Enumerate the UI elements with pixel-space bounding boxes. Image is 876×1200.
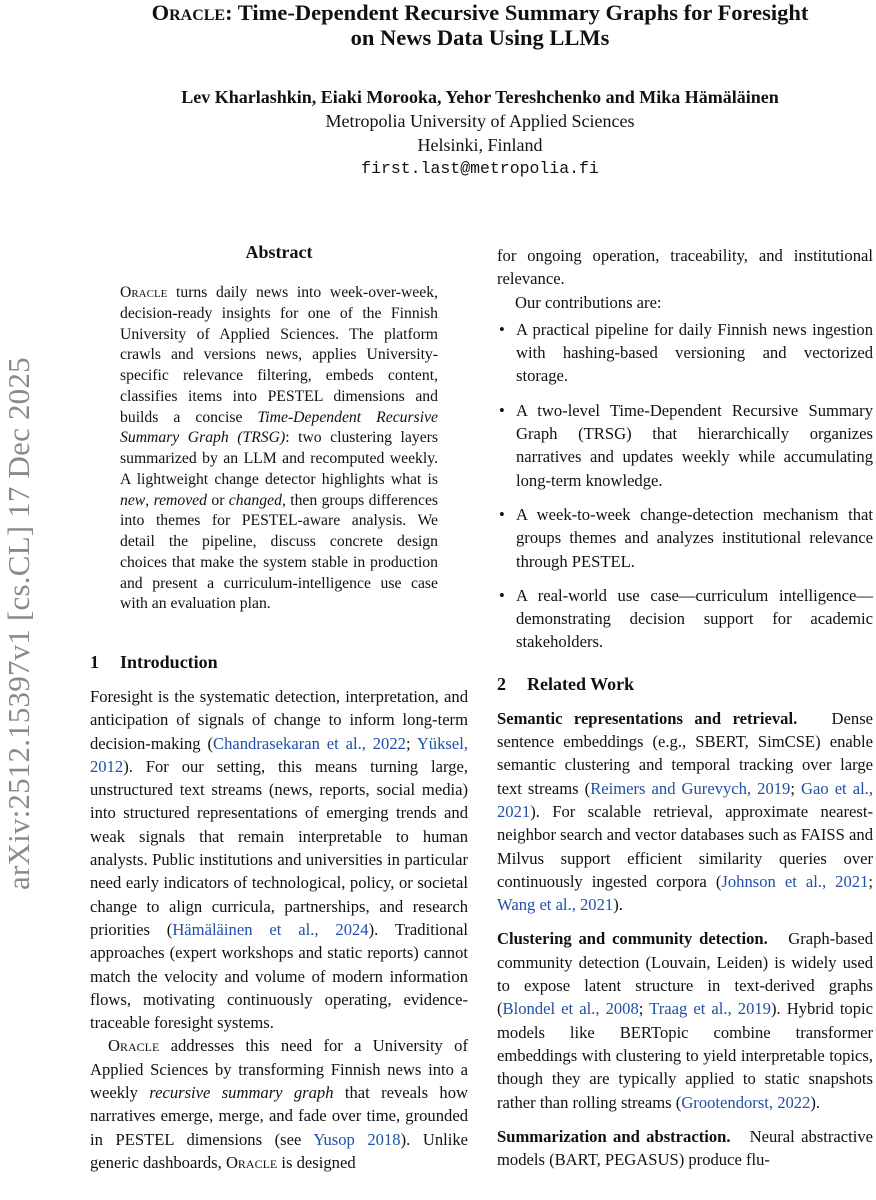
related-sem-text-a: Dense sentence embeddings (e.g., SBERT, SimCSE) enable semantic clustering and temporal tracking over large text streams ( — [497, 708, 874, 798]
section-title: Related Work — [527, 673, 635, 694]
intro-p1-text-a: Foresight is the systematic detection, interpretation, and anticipation of signals of change to inform long-term decision-making ( — [90, 687, 468, 753]
list-item — [497, 399, 873, 492]
contribution-text: A week-to-week change-detection mechanism that groups themes and analyzes institutional relevance through PESTEL. — [516, 504, 873, 571]
intro-p2-text-d: is designed — [277, 1152, 356, 1172]
abstract-term-changed: changed — [228, 491, 282, 509]
intro-p2-text-c: ). Unlike generic dashboards, — [90, 1129, 468, 1172]
citation-separator: ; — [638, 999, 650, 1019]
section-title: Introduction — [120, 652, 218, 672]
citation-separator: ; — [405, 733, 417, 753]
citation-separator: ; — [790, 778, 801, 798]
intro-paragraph-1 — [90, 685, 468, 1034]
citation-traag[interactable]: Traag et al., 2019 — [649, 999, 771, 1019]
abstract-sep-1: , — [145, 491, 154, 509]
related-clu-text-a: Graph-based community detection (Louvain, Leiden) is widely used to expose latent structure in text-derived graphs ( — [497, 929, 873, 1019]
list-item — [497, 584, 873, 654]
contribution-text: A practical pipeline for daily Finnish news ingestion with hashing-based versioning and vectorized storage. — [516, 319, 873, 386]
citation-gao[interactable]: Gao et al., 2021 — [497, 778, 873, 821]
bullet-icon: • — [499, 319, 505, 339]
list-item — [497, 503, 873, 573]
title-system-name: Oracle — [151, 0, 226, 25]
intro-p1-text-c: ). Traditional approaches (expert workshops and static reports) cannot match the velocity and volume of modern information flows, motivating continuously operating, evidence-traceable foresight systems. — [90, 919, 468, 1033]
abstract-term-removed: removed — [153, 491, 207, 509]
contribution-text: A real-world use case—curriculum intelligence—demonstrating decision support for academic stakeholders. — [516, 585, 873, 652]
intro-paragraph-2 — [90, 1034, 468, 1174]
citation-hamalainen[interactable]: Hämäläinen et al., 2024 — [172, 919, 369, 939]
related-clu-text-b: ). Hybrid topic models like BERTopic combine transformer embeddings with clustering to yield interpretable topics, though they are typically applied to static snapshots rather than rolling streams ( — [497, 999, 873, 1112]
related-summarization-paragraph — [497, 1125, 873, 1172]
related-sum-text-a: Neural abstractive models (BART, PEGASUS) produce flu- — [497, 1126, 873, 1170]
related-sem-text-c: ). — [613, 895, 623, 915]
citation-yusop[interactable]: Yusop 2018 — [313, 1129, 401, 1149]
abstract-text — [120, 283, 438, 615]
intro-p2-text-b: that reveals how narratives emerge, merge, and fade over time, grounded in PESTEL dimensions (see — [90, 1083, 468, 1149]
paragraph-heading-summarization: Summarization and abstraction. — [497, 1126, 731, 1146]
citation-chandrasekaran[interactable]: Chandrasekaran et al., 2022 — [213, 733, 406, 753]
citation-grootendorst[interactable]: Grootendorst, 2022 — [681, 1092, 811, 1112]
contributions-list — [497, 318, 873, 654]
right-column — [497, 244, 873, 1171]
citation-separator: ; — [868, 871, 873, 891]
bullet-icon: • — [499, 504, 505, 524]
citation-johnson[interactable]: Johnson et al., 2021 — [721, 871, 869, 891]
intro-system-name-2: Oracle — [225, 1152, 278, 1172]
abstract-trsg-term: Time-Dependent Recursive Summary Graph (TRSG) — [120, 408, 439, 447]
title-rest: : Time-Dependent Recursive Summary Graphs for Foresight — [225, 0, 809, 25]
citation-blondel[interactable]: Blondel et al., 2008 — [502, 999, 639, 1019]
intro-p1-text-b: ). For our setting, this means turning large, unstructured text streams (news, reports, social media) into structured representations of emerging trends and weak signals that remain interpretable to human analysts. Public institutions and universities in particular need early indicators of technological, policy, or societal change to align curricula, partnerships, and research priorities ( — [90, 756, 468, 939]
location: Helsinki, Finland — [417, 135, 543, 155]
abstract-system-name: Oracle — [120, 284, 168, 301]
abstract-part-2: : two clustering layers summarized by an LLM and recomputed weekly. A lightweight change detector highlights what is — [120, 429, 438, 488]
title-line2: on News Data Using LLMs — [350, 25, 610, 50]
intro-system-name: Oracle — [108, 1036, 160, 1056]
email[interactable]: first.last@metropolia.fi — [361, 159, 599, 178]
arxiv-stamp: arXiv:2512.15397v1 [cs.CL] 17 Dec 2025 — [1, 357, 36, 890]
paragraph-heading-clustering: Clustering and community detection. — [497, 929, 768, 949]
affiliation — [60, 109, 876, 181]
left-column — [90, 650, 468, 1174]
bullet-icon: • — [499, 585, 505, 605]
section-number: 2 — [497, 673, 506, 694]
abstract-heading: Abstract — [245, 242, 313, 262]
section-related-work-heading — [497, 672, 873, 696]
related-clustering-paragraph — [497, 927, 873, 1113]
contribution-text: A two-level Time-Dependent Recursive Summary Graph (TRSG) that hierarchically organizes narratives and updates weekly while accumulating long-term knowledge. — [516, 400, 873, 490]
abstract-term-new: new — [120, 491, 146, 509]
abstract-part-3: , then groups differences into themes for PESTEL-aware analysis. We detail the pipeline, discuss concrete design choices that make the system stable in production and present a curriculum-intelligence use case with an evaluation plan. — [120, 491, 439, 613]
related-semantic-paragraph — [497, 707, 873, 917]
citation-reimers[interactable]: Reimers and Gurevych, 2019 — [590, 778, 791, 798]
abstract-part-1: turns daily news into week-over-week, decision-ready insights for one of the Finnish University of Applied Sciences. The platform crawls and versions news, applies University-specific relevance filtering, embeds content, classifies items into PESTEL dimensions and builds a concise — [120, 284, 438, 426]
contributions-lead: Our contributions are: — [515, 292, 662, 312]
citation-yuksel[interactable]: Yüksel, 2012 — [90, 733, 468, 776]
intro-paragraph-2-continued: for ongoing operation, traceability, and institutional relevance. — [497, 246, 873, 289]
bullet-icon: • — [499, 400, 505, 420]
paper-title — [60, 0, 876, 50]
citation-wang[interactable]: Wang et al., 2021 — [497, 895, 614, 915]
list-item — [497, 318, 873, 388]
intro-p2-emphasis: recursive summary graph — [149, 1083, 334, 1103]
related-clu-text-c: ). — [810, 1092, 821, 1112]
section-introduction-heading — [90, 650, 468, 674]
institution: Metropolia University of Applied Sciences — [325, 111, 635, 131]
section-number: 1 — [90, 652, 99, 672]
paragraph-heading-semantic: Semantic representations and retrieval. — [497, 708, 798, 728]
related-sem-text-b: ). For scalable retrieval, approximate nearest-neighbor search and vector databases such as FAISS and Milvus support efficient similarity queries over continuously ingested corpora ( — [497, 801, 873, 891]
abstract-sep-2: or — [207, 491, 229, 509]
author-list: Lev Kharlashkin, Eiaki Morooka, Yehor Tereshchenko and Mika Hämäläinen — [181, 87, 779, 107]
intro-p2-text-a: addresses this need for a University of Applied Sciences by transforming Finnish news into a weekly — [90, 1036, 468, 1103]
